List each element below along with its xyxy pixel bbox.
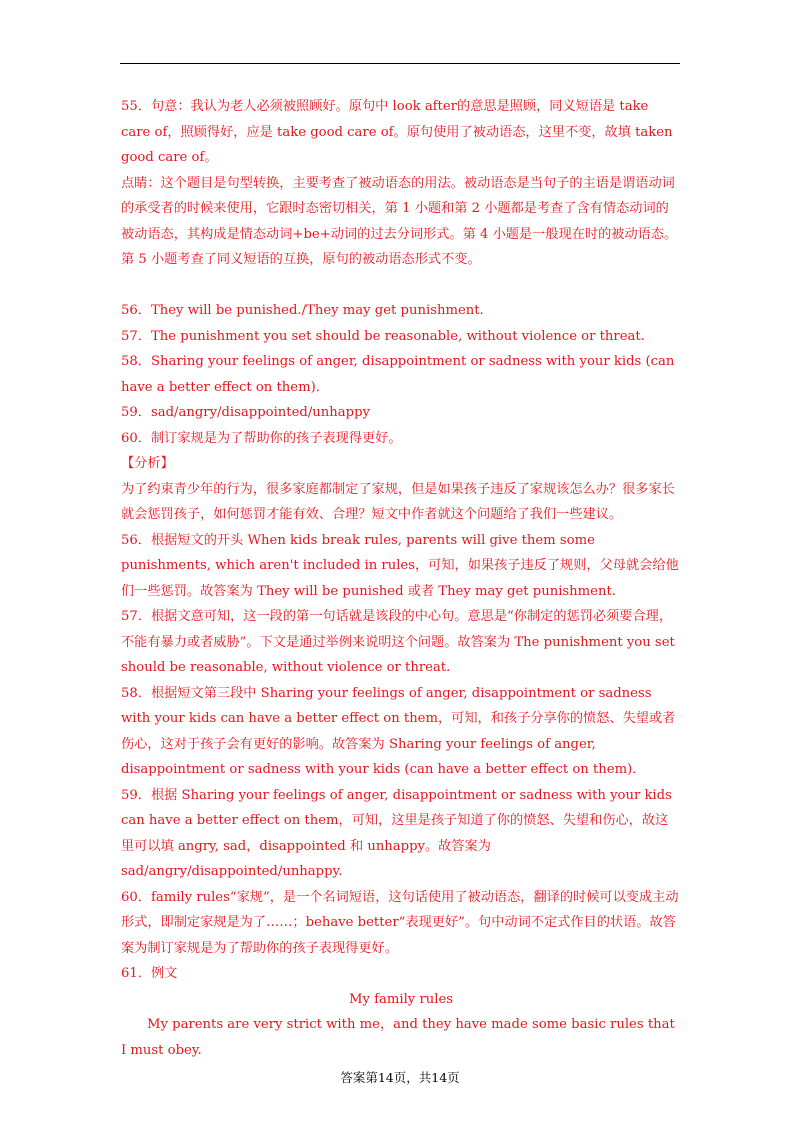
explanation-56: 56．根据短文的开头 When kids break rules, parents will give them some punishments, which aren't included in rules，可知，如果孩子违反了规则，父母就会给他们一些惩罚。故答案为 They will be punished 或者 They may get punishment. xyxy=(121,532,679,599)
essay-first-line: My parents are very strict with me，and they have made some basic rules that I must obey. xyxy=(121,1017,675,1058)
analysis-heading: 【分析】 xyxy=(121,456,174,471)
answer-56: 56．They will be punished./They may get punishment. xyxy=(121,303,484,318)
explanation-60: 60．family rules“家规”，是一个名词短语，这句话使用了被动语态，翻译的时候可以变成主动形式，即制定家规是为了……；behave better“表现更好”。句中动词不定式作目的状语。故答案为制订家规是为了帮助你的孩子表现得更好。 xyxy=(121,889,679,956)
answer-59: 59．sad/angry/disappointed/unhappy xyxy=(121,405,370,420)
answer-57: 57．The punishment you set should be reasonable, without violence or threat. xyxy=(121,328,645,344)
explanation-57: 57．根据文意可知，这一段的第一句话就是该段的中心句。意思是“你制定的惩罚必须要合理，不能有暴力或者威胁”。下文是通过举例来说明这个问题。故答案为 The punishment you set should be reasonable, without violence or threat. xyxy=(121,609,675,675)
answer-58: 58．Sharing your feelings of anger, disappointment or sadness with your kids (can have a better effect on them)． xyxy=(121,354,675,395)
blank-line xyxy=(121,273,681,299)
explanation-59: 59．根据 Sharing your feelings of anger, disappointment or sadness with your kids can have a better effect on them，可知，这里是孩子知道了你的愤怒、失望和伤心，故这里可以填 angry, sad，disappointed 和 unhappy。故答案为 sad/angry/disappointed/unhappy. xyxy=(121,787,672,879)
analysis-summary: 为了约束青少年的行为，很多家庭都制定了家规，但是如果孩子违反了家规该怎么办？很多家长就会惩罚孩子，如何惩罚才能有效、合理？短文中作者就这个问题给了我们一些建议。 xyxy=(121,481,675,522)
answer-55: 55．句意：我认为老人必须被照顾好。原句中 look after的意思是照顾，同义短语是 take care of，照顾得好，应是 take good care of。原句使用了被动语态，这里不变，故填 taken good care of。 xyxy=(121,99,673,165)
answer-60: 60．制订家规是为了帮助你的孩子表现得更好。 xyxy=(121,430,402,446)
page-footer: 答案第14页，共14页 xyxy=(340,1070,460,1085)
essay-title: My family rules xyxy=(348,991,454,1007)
commentary-note: 点睛：这个题目是句型转换，主要考查了被动语态的用法。被动语态是当句子的主语是谓语动词的承受者的时候来使用，它跟时态密切相关，第 1 小题和第 2 小题都是考查了含有情态动词的被动语态，其构成是情态动词+be+动词的过去分词形式。第 4 小题是一般现在时的被动语态。第 5 小题考查了同义短语的互换，原句的被动语态形式不变。 xyxy=(121,175,678,267)
sample-essay-label: 61．例文 xyxy=(121,966,178,981)
header-rule xyxy=(120,63,680,64)
answer-content xyxy=(121,94,681,1063)
explanation-58: 58．根据短文第三段中 Sharing your feelings of anger, disappointment or sadness with your kids can have a better effect on them，可知，和孩子分享你的愤怒、失望或者伤心，这对于孩子会有更好的影响。故答案为 Sharing your feelings of anger, disappointment or sadness with your kids (can have a better effect on them)． xyxy=(121,685,676,777)
